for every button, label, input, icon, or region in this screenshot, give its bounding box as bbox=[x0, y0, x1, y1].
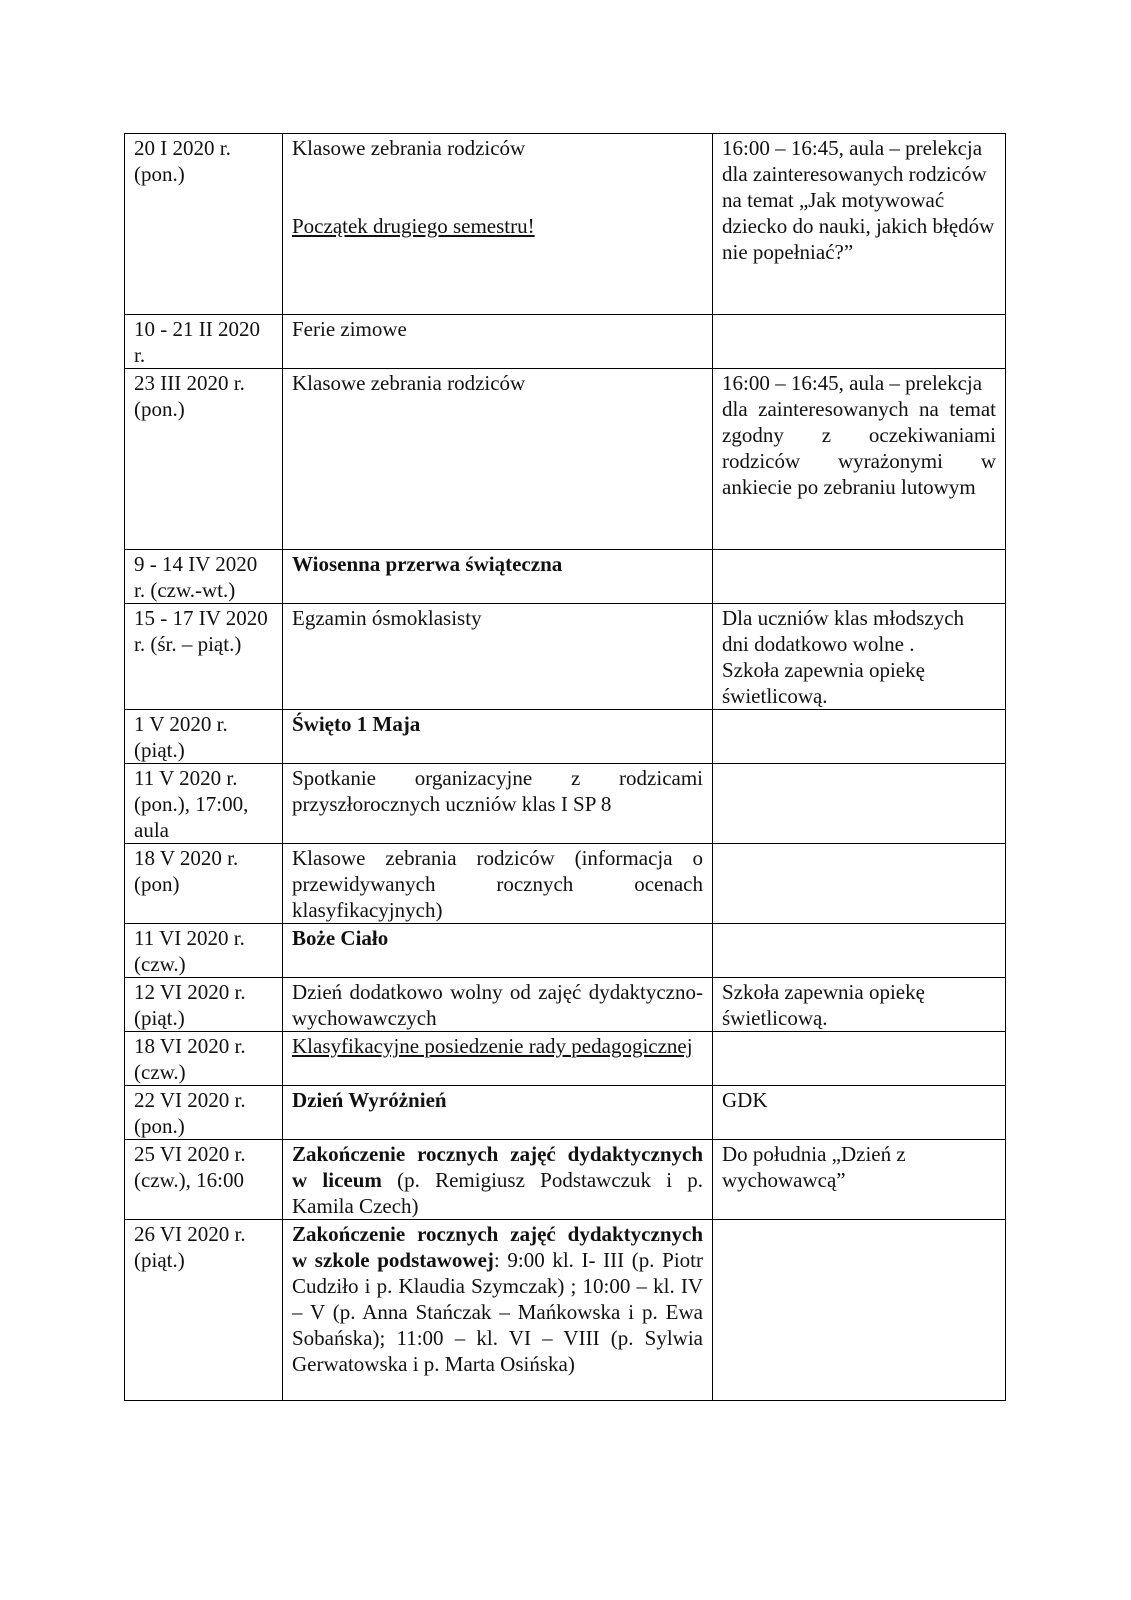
event-cell: Klasyfikacyjne posiedzenie rady pedagogicznej bbox=[283, 1032, 713, 1086]
date-cell: 11 V 2020 r. (pon.), 17:00, aula bbox=[125, 764, 283, 844]
table-row bbox=[125, 550, 1006, 604]
note-cell bbox=[713, 764, 1006, 844]
event-text: Klasowe zebrania rodziców bbox=[292, 136, 526, 160]
schedule-table bbox=[124, 133, 1006, 1401]
note-cell bbox=[713, 369, 1006, 550]
table-row bbox=[125, 978, 1006, 1032]
note-cell bbox=[713, 134, 1006, 315]
event-text-rest: (p. Remigiusz Podstawczuk i p. Kamila Czech) bbox=[292, 1168, 704, 1218]
event-cell: Święto 1 Maja bbox=[283, 710, 713, 764]
table-row bbox=[125, 924, 1006, 978]
note-cell: Szkoła zapewnia opiekę świetlicową. bbox=[713, 978, 1006, 1032]
event-cell: Spotkanie organizacyjne z rodzicami przyszłorocznych uczniów klas I SP 8 bbox=[283, 764, 713, 844]
event-text-underlined: Początek drugiego semestru! bbox=[292, 214, 535, 238]
date-cell: 23 III 2020 r. (pon.) bbox=[125, 369, 283, 550]
event-text-rest: : 9:00 kl. I- III (p. Piotr Cudziło i p. Klaudia Szymczak) ; 10:00 – kl. IV – V (p. Anna Stańczak – Mańkowska i p. Ewa Sobańska); 11:00 – kl. VI – VIII (p. Sylwia Gerwatowska i p. Marta Osińska) bbox=[292, 1248, 703, 1376]
table-row bbox=[125, 1140, 1006, 1220]
table-row bbox=[125, 1086, 1006, 1140]
table-row bbox=[125, 710, 1006, 764]
note-text: 16:00 – 16:45, aula – prelekcja bbox=[722, 371, 983, 395]
note-cell bbox=[713, 604, 1006, 710]
date-cell: 15 - 17 IV 2020 r. (śr. – piąt.) bbox=[125, 604, 283, 710]
date-cell: 1 V 2020 r. (piąt.) bbox=[125, 710, 283, 764]
table-row bbox=[125, 604, 1006, 710]
table-row bbox=[125, 1220, 1006, 1401]
note-cell bbox=[713, 710, 1006, 764]
table-row bbox=[125, 369, 1006, 550]
note-cell: GDK bbox=[713, 1086, 1006, 1140]
note-cell bbox=[713, 550, 1006, 604]
note-text: Dla uczniów klas młodszych dni dodatkowo wolne . bbox=[722, 606, 965, 656]
event-cell bbox=[283, 1220, 713, 1401]
event-cell: Klasowe zebrania rodziców (informacja o przewidywanych rocznych ocenach klasyfikacyjnych) bbox=[283, 844, 713, 924]
event-cell bbox=[283, 1140, 713, 1220]
event-cell: Ferie zimowe bbox=[283, 315, 713, 369]
note-cell bbox=[713, 1220, 1006, 1401]
note-text-2: dla zainteresowanych na temat zgodny z oczekiwaniami rodziców wyrażonymi w ankiecie po zebraniu lutowym bbox=[722, 397, 996, 499]
note-cell bbox=[713, 1032, 1006, 1086]
date-cell: 18 VI 2020 r. (czw.) bbox=[125, 1032, 283, 1086]
event-cell: Wiosenna przerwa świąteczna bbox=[283, 550, 713, 604]
note-cell bbox=[713, 315, 1006, 369]
event-text-bold: Zakończenie rocznych zajęć dydaktycznych w szkole podstawowej bbox=[292, 1222, 703, 1272]
table-row bbox=[125, 134, 1006, 315]
date-cell: 26 VI 2020 r. (piąt.) bbox=[125, 1220, 283, 1401]
table-row bbox=[125, 764, 1006, 844]
date-cell: 25 VI 2020 r. (czw.), 16:00 bbox=[125, 1140, 283, 1220]
note-text: 16:00 – 16:45, aula – prelekcja bbox=[722, 136, 983, 160]
schedule-page bbox=[124, 133, 1006, 1401]
date-cell: 22 VI 2020 r. (pon.) bbox=[125, 1086, 283, 1140]
event-cell: Dzień Wyróżnień bbox=[283, 1086, 713, 1140]
date-cell: 12 VI 2020 r. (piąt.) bbox=[125, 978, 283, 1032]
event-cell: Klasowe zebrania rodziców bbox=[283, 369, 713, 550]
event-cell bbox=[283, 134, 713, 315]
date-cell: 18 V 2020 r. (pon) bbox=[125, 844, 283, 924]
note-text-2: Szkoła zapewnia opiekę świetlicową. bbox=[722, 658, 925, 708]
date-cell: 11 VI 2020 r. (czw.) bbox=[125, 924, 283, 978]
note-text-2: dla zainteresowanych rodziców na temat „Jak motywować dziecko do nauki, jakich błędów nie popełniać?” bbox=[722, 162, 995, 264]
event-cell: Egzamin ósmoklasisty bbox=[283, 604, 713, 710]
table-row bbox=[125, 315, 1006, 369]
date-cell: 20 I 2020 r. (pon.) bbox=[125, 134, 283, 315]
event-cell: Boże Ciało bbox=[283, 924, 713, 978]
date-cell: 9 - 14 IV 2020 r. (czw.-wt.) bbox=[125, 550, 283, 604]
note-cell bbox=[713, 844, 1006, 924]
table-row bbox=[125, 844, 1006, 924]
note-cell: Do południa „Dzień z wychowawcą” bbox=[713, 1140, 1006, 1220]
event-text-bold: Zakończenie rocznych zajęć dydaktycznych w liceum bbox=[292, 1142, 703, 1192]
note-cell bbox=[713, 924, 1006, 978]
date-cell: 10 - 21 II 2020 r. bbox=[125, 315, 283, 369]
event-cell: Dzień dodatkowo wolny od zajęć dydaktyczno-wychowawczych bbox=[283, 978, 713, 1032]
table-row bbox=[125, 1032, 1006, 1086]
